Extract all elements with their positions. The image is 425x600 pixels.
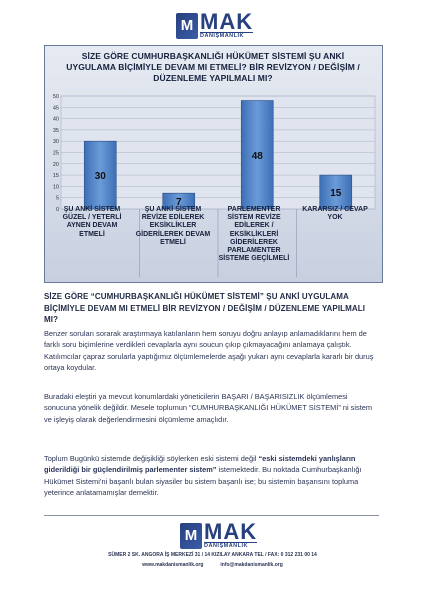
y-tick-label: 5 bbox=[55, 195, 59, 202]
logo-subtitle: DANIŞMANLIK bbox=[200, 32, 253, 39]
survey-question: SİZE GÖRE “CUMHURBAŞKANLIĞI HÜKÜMET SİSTEMİ” ŞU ANKİ UYGULAMA BİÇİMİYLE DEVAM MI ETMELİ BİR REVİZYON / DEĞİŞİM / DÜZENLEME YAPILMALI MI? bbox=[44, 292, 366, 324]
category-label-3: PARLEMENTER SİSTEM REVİZE EDİLEREK / EKSİKLİKLERİ GİDERİLEREK PARLAMENTER SİSTEME GEÇİLMELİ bbox=[218, 206, 290, 263]
category-label-4: KARARSIZ / CEVAP YOK bbox=[302, 206, 368, 222]
y-tick-label: 15 bbox=[52, 173, 59, 180]
footer-logo-name: MAK bbox=[204, 519, 258, 544]
y-tick-label: 40 bbox=[52, 116, 59, 123]
footer-divider bbox=[44, 515, 379, 516]
footer-logo bbox=[180, 519, 258, 549]
paragraph-3-intro: Toplum Bugünkü sistemde değişikliği söylerken eski sistemi değil bbox=[44, 454, 257, 463]
y-tick-label: 45 bbox=[52, 105, 59, 112]
bar-value-label-2: 7 bbox=[175, 197, 182, 209]
bar-value-label-1: 30 bbox=[94, 171, 106, 183]
company-logo bbox=[176, 9, 254, 39]
website-link[interactable]: www.makdanismanlik.org bbox=[142, 562, 204, 568]
paragraph-2: Buradaki eleştiri ya mevcut konumlardaki yöneticilerin BAŞARI / BAŞARISIZLIK ölçümlemesi sonucuna yönelik değildir. Mesele toplumun “CUMHURBAŞKANLIĞI HÜKÜMET SİSTEMİ” ni sistem ve işleyiş olarak değerlendirmesini ölçümleme amaçlıdır. bbox=[44, 392, 373, 424]
bar-value-label-3: 48 bbox=[251, 150, 263, 162]
bar-chart bbox=[44, 45, 383, 283]
paragraph-1: Benzer soruları sorarak araştırmaya katılanların hem soruyu doğru anlayıp anlamadıklarını hem de farklı soru biçimlerine verdikleri cevaplarla aynı soucun çıkıp çıkmayacağını anlamaya çalıştık. Katılımcılar çapraz sorularla yaptığımız ölçümlemelerde aşağı yukarı aynı cevaplarla kararlı bir duruş ortaya koydular. bbox=[44, 329, 374, 372]
category-label-1: ŞU ANKİ SİSTEM GÜZEL / YETERLİ AYNEN DEVAM ETMELİ bbox=[62, 206, 122, 238]
y-tick-label: 25 bbox=[52, 150, 59, 157]
y-tick-label: 20 bbox=[52, 161, 59, 168]
footer-contact bbox=[0, 562, 425, 568]
paragraph-3-rest: istemektedir. Bu noktada Cumhurbaşkanlığı Hükümet Sistemi’ni başarılı bulan siyasiler bu sistem başarılı ise; bu sistemin başarısını topluma yeterince anlatamamışlar demektir. bbox=[44, 465, 362, 497]
chart-title: SİZE GÖRE CUMHURBAŞKANLIĞI HÜKÜMET SİSTEMİ ŞU ANKİ UYGULAMA BİÇİMİYLE DEVAM MI ETMELİ? BİR REVİZYON / DEĞİŞİM / DÜZENLEME YAPILMALI MI? bbox=[66, 51, 360, 83]
y-tick-label: 0 bbox=[55, 207, 59, 213]
y-tick-label: 35 bbox=[52, 127, 59, 134]
paragraph-3-emphasis: “eski sistemdeki yanlışların giderildiği bir güçlendirilmiş parlementer sistem” bbox=[44, 454, 356, 475]
footer-address: SÜMER 2 SK. ANGORA İŞ MERKEZİ 31 / 14 KIZILAY ANKARA TEL / FAX: 0 312 231 00 14 bbox=[108, 552, 317, 558]
category-label-2: ŞU ANKİ SİSTEM REVİZE EDİLEREK EKSİKLİKLER GİDERİLEREK DEVAM ETMELİ bbox=[135, 206, 211, 246]
logo-mark-icon: M bbox=[176, 13, 198, 39]
y-tick-label: 50 bbox=[52, 94, 59, 100]
logo-name: MAK bbox=[200, 9, 254, 34]
y-tick-label: 10 bbox=[52, 184, 59, 191]
footer-logo-subtitle: DANIŞMANLIK bbox=[204, 542, 257, 549]
email-link[interactable]: info@makdanismanlik.org bbox=[220, 562, 283, 568]
paragraph-3 bbox=[44, 453, 379, 498]
bar-value-label-4: 15 bbox=[330, 188, 342, 200]
footer-logo-mark-icon: M bbox=[180, 523, 202, 549]
y-tick-label: 30 bbox=[52, 139, 59, 146]
